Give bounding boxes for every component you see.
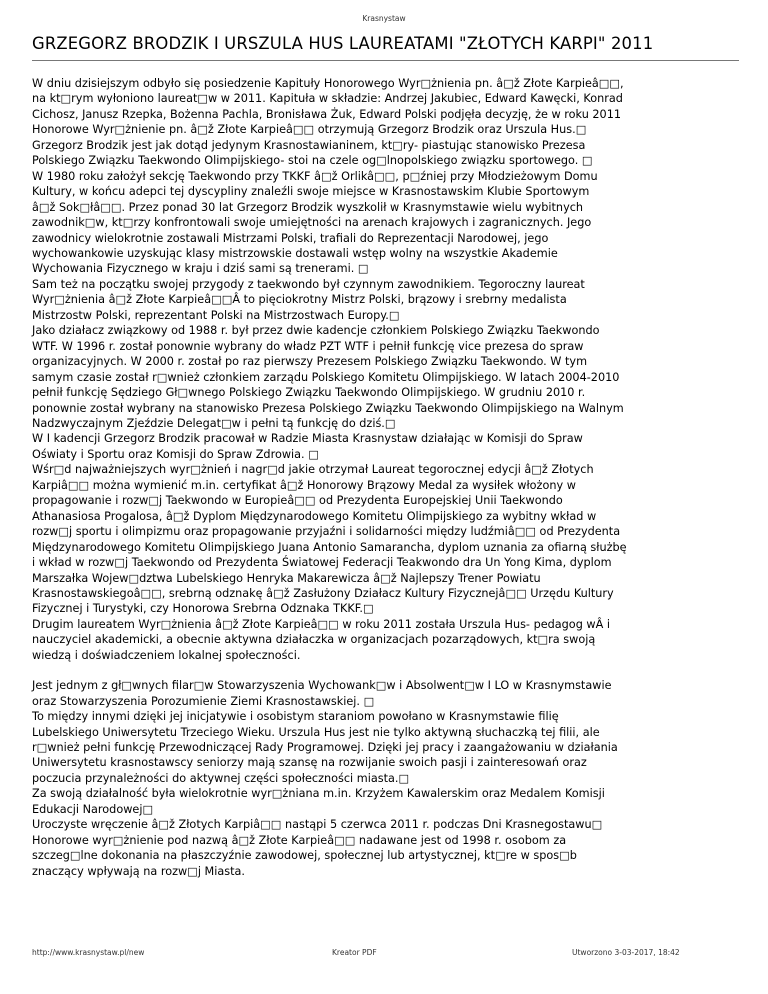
title-divider — [32, 60, 739, 61]
footer-creator: Kreator PDF — [332, 948, 377, 957]
footer-url: http://www.krasnystaw.pl/new — [32, 948, 145, 957]
site-name: Krasnystaw — [362, 14, 406, 23]
article-body — [32, 76, 740, 879]
page-title: GRZEGORZ BRODZIK I URSZULA HUS LAUREATAMI "ZŁOTYCH KARPI" 2011 — [32, 34, 654, 53]
footer-created-date: Utworzono 3-03-2017, 18:42 — [572, 948, 680, 957]
article-paragraph-2: Jest jednym z gł□wnych filar□w Stowarzyszenia Wychowank□w i Absolwent□w I LO w Krasnymstawie oraz Stowarzyszenia Porozumienie Ziemi Krasnostawskiej. □ To między innymi dzięki jej inicjatywie i osobistym staraniom powołano w Krasnymstawie filię Lubelskiego Uniwersytetu Trzeciego Wieku. Urszula Hus jest nie tylko aktywną słuchaczką tej filii, ale r□wnież pełni funkcję Przewodniczącej Rady Programowej. Dzięki jej pracy i zaangażowaniu w działania Uniwersytetu krasnostawscy seniorzy mają szansę na rozwijanie swoich pasji i zainteresowań oraz poczucia przynależności do aktywnej części społeczności miasta.□ Za swoją działalność była wielokrotnie wyr□żniana m.in. Krzyżem Kawalerskim oraz Medalem Komisji Edukacji Narodowej□ Uroczyste wręczenie â□ž Złotych Karpiâ□□ nastąpi 5 czerwca 2011 r. podczas Dni Krasnegostawu□ Honorowe wyr□żnienie pod nazwą â□ž Złote Karpieâ□□ nadawane jest od 1998 r. osobom za szczeg□lne dokonania na płaszczyźnie zawodowej, społecznej lub artystycznej, kt□re w spos□b znaczący wpływają na rozw□j Miasta. — [32, 679, 618, 878]
article-paragraph-1: W dniu dzisiejszym odbyło się posiedzenie Kapituły Honorowego Wyr□żnienia pn. â□ž Złote Karpieâ□□, na kt□rym wyłoniono laureat□w w 2011. Kapituła w składzie: Andrzej Jakubiec, Edward Kawęcki, Konrad Cichosz, Janusz Rzepka, Bożenna Pachla, Bronisława Żuk, Edward Polski podjęła decyzję, że w roku 2011 Honorowe Wyr□żnienie pn. â□ž Złote Karpieâ□□ otrzymują Grzegorz Brodzik oraz Urszula Hus.□ Grzegorz Brodzik jest jak dotąd jedynym Krasnostawianinem, kt□ry- piastując stanowisko Prezesa Polskiego Związku Taekwondo Olimpijskiego- stoi na czele og□lnopolskiego związku sportowego. □ W 1980 roku założył sekcję Taekwondo przy TKKF â□ž Orlikâ□□, p□źniej przy Młodzieżowym Domu Kultury, w końcu adepci tej dyscypliny znaleźli swoje miejsce w Krasnostawskim Klubie Sportowym â□ž Sok□łâ□□. Przez ponad 30 lat Grzegorz Brodzik wyszkolił w Krasnymstawie wielu wybitnych zawodnik□w, kt□rzy konfrontowali swoje umiejętności na arenach krajowych i zagranicznych. Jego zawodnicy wielokrotnie zostawali Mistrzami Polski, trafiali do Reprezentacji Narodowej, jego wychowankowie uzyskując klasy mistrzowskie dostawali wstęp wolny na wszystkie Akademie Wychowania Fizycznego w kraju i dziś sami są trenerami. □ Sam też na początku swojej przygody z taekwondo był czynnym zawodnikiem. Tegoroczny laureat Wyr□żnienia â□ž Złote Karpieâ□□Â to pięciokrotny Mistrz Polski, brązowy i srebrny medalista Mistrzostw Polski, reprezentant Polski na Mistrzostwach Europy.□ Jako działacz związkowy od 1988 r. był przez dwie kadencje członkiem Polskiego Związku Taekwondo WTF. W 1996 r. został ponownie wybrany do władz PZT WTF i pełnił funkcję vice prezesa do spraw organizacyjnych. W 2000 r. został po raz pierwszy Prezesem Polskiego Związku Taekwondo. W tym samym czasie został r□wnież członkiem zarządu Polskiego Komitetu Olimpijskiego. W latach 2004-2010 pełnił funkcję Sędziego Gł□wnego Polskiego Związku Taekwondo Olimpijskiego. W grudniu 2010 r. ponownie został wybrany na stanowisko Prezesa Polskiego Związku Taekwondo Olimpijskiego na Walnym Nadzwyczajnym Zjeździe Delegat□w i pełni tą funkcję do dziś.□ W I kadencji Grzegorz Brodzik pracował w Radzie Miasta Krasnystaw działając w Komisji do Spraw Oświaty i Sportu oraz Komisji do Spraw Zdrowia. □ Wśr□d najważniejszych wyr□żnień i nagr□d jakie otrzymał Laureat tegorocznej edycji â□ž Złotych Karpiâ□□ można wymienić m.in. certyfikat â□ž Honorowy Brązowy Medal za wysiłek włożony w propagowanie i rozw□j Taekwondo w Europieâ□□ od Prezydenta Europejskiej Unii Taekwondo Athanasiosa Progalosa, â□ž Dyplom Międzynarodowego Komitetu Olimpijskiego za wybitny wkład w rozw□j sportu i olimpizmu oraz propagowanie przyjaźni i solidarności między ludźmiâ□□ od Prezydenta Międzynarodowego Komitetu Olimpijskiego Juana Antonio Samarancha, dyplom uznania za ofiarną służbę i wkład w rozw□j Taekwondo od Prezydenta Światowej Federacji Teakwondo dra Un Yong Kima, dyplom Marszałka Wojew□dztwa Lubelskiego Henryka Makarewicza â□ž Najlepszy Trener Powiatu Krasnostawskiegoâ□□, srebrną odznakę â□ž Zasłużony Działacz Kultury Fizycznejâ□□ Urzędu Kultury Fizycznej i Turystyki, czy Honorowa Srebrna Odznaka TKKF.□ Drugim laureatem Wyr□żnienia â□ž Złote Karpieâ□□ w roku 2011 została Urszula Hus- pedagog wÂ i nauczyciel akademicki, a obecnie aktywna działaczka w organizacjach pozarządowych, kt□ra swoją wiedzą i doświadczeniem lokalnej społeczności. — [32, 77, 627, 662]
